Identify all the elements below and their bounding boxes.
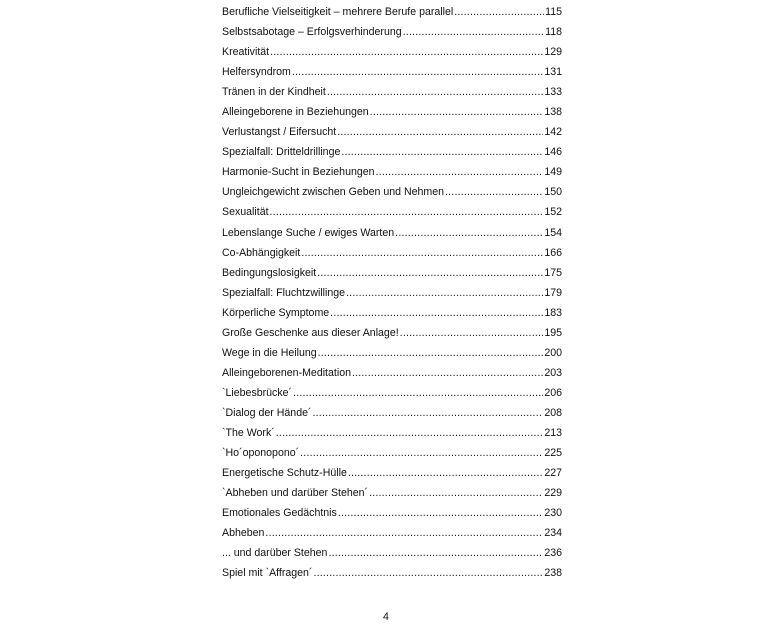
toc-entry-title: Harmonie-Sucht in Beziehungen xyxy=(222,166,375,179)
toc-entry-page: 179 xyxy=(544,286,562,299)
toc-entry-title: `Ho´oponopono´ xyxy=(222,447,300,460)
toc-dot-leader xyxy=(301,243,543,263)
toc-entry xyxy=(222,343,562,363)
toc-entry-page: 208 xyxy=(544,406,562,419)
toc-entry-page: 115 xyxy=(545,6,562,18)
toc-entry-title: Emotionales Gedächtnis xyxy=(222,507,337,520)
toc-dot-leader xyxy=(337,122,543,142)
toc-entry-title: Spiel mit `Affragen´ xyxy=(222,567,313,580)
toc-dot-leader xyxy=(328,543,543,563)
toc-entry-title: Bedingungslosigkeit xyxy=(222,266,317,279)
toc-entry-title: Alleingeborenen-Meditation xyxy=(222,366,351,379)
toc-entry-page: 195 xyxy=(544,326,562,339)
toc-dot-leader xyxy=(348,463,543,483)
toc-entry-title: Selbstsabotage – Erfolgsverhinderung xyxy=(222,26,402,39)
toc-entry-page: 230 xyxy=(544,507,562,520)
toc-entry-title: Große Geschenke aus dieser Anlage! xyxy=(222,326,399,339)
toc-entry-page: 234 xyxy=(544,527,562,540)
toc-entry-title: Spezialfall: Fluchtzwillinge xyxy=(222,286,346,299)
toc-entry-page: 206 xyxy=(544,386,562,399)
toc-entry xyxy=(222,503,562,523)
toc-entry-page: 183 xyxy=(544,306,562,319)
toc-entry-title: Co-Abhängigkeit xyxy=(222,246,301,259)
toc-entry xyxy=(222,283,562,303)
toc-dot-leader xyxy=(300,443,543,463)
toc-entry xyxy=(222,122,562,142)
toc-entry-page: 225 xyxy=(544,447,562,460)
toc-dot-leader xyxy=(400,323,544,343)
toc-entry xyxy=(222,523,562,543)
toc-dot-leader xyxy=(318,343,544,363)
toc-entry-page: 152 xyxy=(544,206,562,219)
toc-entry-title: `The Work´ xyxy=(222,426,275,439)
toc-entry-page: 236 xyxy=(544,547,562,560)
toc-entry xyxy=(222,102,562,122)
toc-entry-title: Lebenslange Suche / ewiges Warten xyxy=(222,226,395,239)
toc-entry xyxy=(222,42,562,62)
toc-dot-leader xyxy=(292,62,543,82)
toc-entry-page: 146 xyxy=(544,146,562,159)
toc-dot-leader xyxy=(313,403,544,423)
toc-dot-leader xyxy=(346,283,543,303)
toc-entry-title: `Liebesbrücke´ xyxy=(222,386,293,399)
toc-dot-leader xyxy=(327,82,543,102)
toc-entry xyxy=(222,162,562,182)
toc-entry xyxy=(222,2,562,22)
toc-dot-leader xyxy=(370,102,544,122)
toc-entry-page: 142 xyxy=(544,126,562,139)
toc-entry-title: ... und darüber Stehen xyxy=(222,547,328,560)
toc-entry-page: 118 xyxy=(545,26,562,39)
toc-entry xyxy=(222,22,562,42)
toc-entry-page: 133 xyxy=(544,86,562,99)
toc-entry xyxy=(222,483,562,503)
toc-entry xyxy=(222,423,562,443)
toc-entry-page: 238 xyxy=(544,567,562,580)
toc-entry xyxy=(222,223,562,243)
toc-entry-title: Kreativität xyxy=(222,46,270,59)
toc-entry xyxy=(222,263,562,283)
toc-entry-title: Körperliche Symptome xyxy=(222,306,330,319)
page-number: 4 xyxy=(383,611,389,623)
toc-entry-title: Berufliche Vielseitigkeit – mehrere Berufe parallel xyxy=(222,6,454,18)
toc-entry-page: 166 xyxy=(544,246,562,259)
toc-entry xyxy=(222,142,562,162)
toc-entry-title: Energetische Schutz-Hülle xyxy=(222,467,347,480)
toc-entry xyxy=(222,563,562,583)
toc-entry xyxy=(222,363,562,383)
toc-dot-leader xyxy=(276,423,544,443)
toc-entry-title: Spezialfall: Dritteldrillinge xyxy=(222,146,341,159)
toc-dot-leader xyxy=(445,182,543,202)
toc-entry xyxy=(222,82,562,102)
toc-entry-page: 229 xyxy=(544,487,562,500)
toc-dot-leader xyxy=(338,503,543,523)
toc-entry xyxy=(222,323,562,343)
toc-entry-title: Alleingeborene in Beziehungen xyxy=(222,106,369,119)
toc-entry-title: Sexualität xyxy=(222,206,269,219)
toc-entry-title: Helfersyndrom xyxy=(222,66,291,79)
toc-entry xyxy=(222,443,562,463)
toc-dot-leader xyxy=(403,22,544,42)
toc-dot-leader xyxy=(395,223,543,243)
toc-entry-title: Wege in die Heilung xyxy=(222,346,317,359)
table-of-contents xyxy=(222,2,562,583)
toc-entry-page: 129 xyxy=(544,46,562,59)
toc-entry-page: 227 xyxy=(544,467,562,480)
toc-entry-title: Ungleichgewicht zwischen Geben und Nehmen xyxy=(222,186,445,199)
toc-entry-page: 154 xyxy=(544,226,562,239)
toc-dot-leader xyxy=(352,363,543,383)
toc-dot-leader xyxy=(369,483,543,503)
toc-entry xyxy=(222,303,562,323)
toc-entry xyxy=(222,543,562,563)
toc-entry-page: 200 xyxy=(544,346,562,359)
toc-entry xyxy=(222,463,562,483)
toc-dot-leader xyxy=(293,383,543,403)
toc-entry xyxy=(222,403,562,423)
toc-dot-leader xyxy=(317,263,543,283)
toc-entry xyxy=(222,243,562,263)
toc-dot-leader xyxy=(265,523,543,543)
toc-entry-title: `Dialog der Hände´ xyxy=(222,406,312,419)
toc-dot-leader xyxy=(270,202,544,222)
toc-entry-page: 175 xyxy=(544,266,562,279)
toc-entry-title: Verlustangst / Eifersucht xyxy=(222,126,337,139)
toc-dot-leader xyxy=(270,42,543,62)
toc-entry-title: Tränen in der Kindheit xyxy=(222,86,326,99)
toc-dot-leader xyxy=(454,2,544,22)
toc-entry xyxy=(222,383,562,403)
toc-dot-leader xyxy=(376,162,544,182)
toc-dot-leader xyxy=(341,142,543,162)
toc-entry xyxy=(222,202,562,222)
toc-entry xyxy=(222,182,562,202)
toc-dot-leader xyxy=(330,303,543,323)
toc-entry-page: 150 xyxy=(544,186,562,199)
toc-entry-page: 131 xyxy=(544,66,562,79)
toc-entry-page: 149 xyxy=(544,166,562,179)
toc-entry-page: 203 xyxy=(544,366,562,379)
toc-entry-page: 213 xyxy=(544,426,562,439)
toc-dot-leader xyxy=(313,563,543,583)
toc-entry-title: `Abheben und darüber Stehen´ xyxy=(222,487,369,500)
toc-entry-page: 138 xyxy=(544,106,562,119)
toc-entry xyxy=(222,62,562,82)
toc-entry-title: Abheben xyxy=(222,527,265,540)
